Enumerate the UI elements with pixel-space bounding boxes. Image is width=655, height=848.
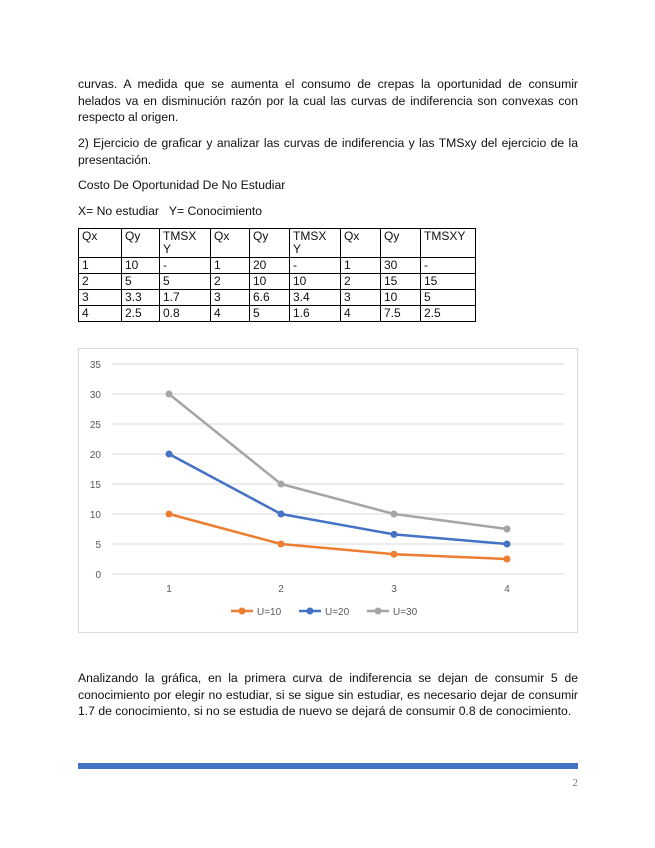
header-tmsxy-3: TMSXY <box>421 229 476 258</box>
data-point <box>166 511 173 518</box>
x-tick-label: 3 <box>391 584 397 595</box>
data-point <box>504 556 511 563</box>
legend-label: U=10 <box>257 607 282 618</box>
table-cell: 2 <box>79 274 122 290</box>
table-cell: - <box>290 258 341 274</box>
table-cell: 1.7 <box>160 290 211 306</box>
paragraph-exercise: 2) Ejercicio de graficar y analizar las curvas de indiferencia y las TMSxy del ejercicio de la presentación. <box>78 136 578 167</box>
header-qx-1: Qx <box>79 229 122 258</box>
x-tick-label: 1 <box>166 584 172 595</box>
table-cell: 3.3 <box>122 290 160 306</box>
table-cell: 10 <box>122 258 160 274</box>
table-cell: 5 <box>421 290 476 306</box>
table-cell: 2.5 <box>122 306 160 322</box>
table-cell: 3 <box>341 290 381 306</box>
legend-marker <box>239 608 246 615</box>
y-tick-label: 10 <box>89 510 101 521</box>
table-cell: 1.6 <box>290 306 341 322</box>
table-cell: 2 <box>211 274 250 290</box>
x-tick-label: 4 <box>504 584 510 595</box>
table-cell: 10 <box>250 274 290 290</box>
y-tick-label: 15 <box>89 480 101 491</box>
data-point <box>391 511 398 518</box>
y-tick-label: 0 <box>95 570 101 581</box>
table-row <box>79 306 476 322</box>
table-cell: 7.5 <box>381 306 421 322</box>
footer-rule <box>78 763 578 769</box>
data-point <box>504 541 511 548</box>
x-tick-label: 2 <box>278 584 284 595</box>
table-cell: 5 <box>122 274 160 290</box>
table-cell: 20 <box>250 258 290 274</box>
chart-svg <box>79 349 579 634</box>
table-cell: 2 <box>341 274 381 290</box>
header-qx-3: Qx <box>341 229 381 258</box>
table-cell: 1 <box>211 258 250 274</box>
table-cell: 3 <box>211 290 250 306</box>
data-point <box>278 481 285 488</box>
table-cell: 2.5 <box>421 306 476 322</box>
header-tmsxy-2: TMSX Y <box>290 229 341 258</box>
table-cell: - <box>160 258 211 274</box>
data-point <box>504 526 511 533</box>
table-cell: 3 <box>79 290 122 306</box>
table-cell: 0.8 <box>160 306 211 322</box>
subtitle-opportunity-cost: Costo De Oportunidad De No Estudiar <box>78 178 286 192</box>
data-point <box>391 531 398 538</box>
y-tick-label: 5 <box>95 540 101 551</box>
data-point <box>166 451 173 458</box>
table-cell: 3.4 <box>290 290 341 306</box>
series-line <box>169 394 507 529</box>
indifference-table <box>78 228 476 322</box>
table-cell: 10 <box>381 290 421 306</box>
table-row <box>79 274 476 290</box>
table-cell: 4 <box>211 306 250 322</box>
data-point <box>278 511 285 518</box>
y-tick-label: 35 <box>89 360 101 371</box>
y-tick-label: 25 <box>89 420 101 431</box>
table-cell: 10 <box>290 274 341 290</box>
paragraph-convexity: curvas. A medida que se aumenta el consumo de crepas la oportunidad de consumir helados va en disminución razón por la cual las curvas de indiferencia son convexas con respecto al origen. <box>78 77 578 124</box>
table-cell: 30 <box>381 258 421 274</box>
table-cell: 6.6 <box>250 290 290 306</box>
legend-marker <box>375 608 382 615</box>
table-cell: 5 <box>250 306 290 322</box>
header-qy-3: Qy <box>381 229 421 258</box>
table-cell: 15 <box>381 274 421 290</box>
header-qx-2: Qx <box>211 229 250 258</box>
table-header-row <box>79 229 476 258</box>
header-tmsxy-1: TMSX Y <box>160 229 211 258</box>
variables-definition: X= No estudiar Y= Conocimiento <box>78 204 263 218</box>
page-number: 2 <box>572 777 578 789</box>
data-point <box>278 541 285 548</box>
table-cell: 15 <box>421 274 476 290</box>
indifference-chart <box>78 348 578 633</box>
legend-label: U=20 <box>325 607 350 618</box>
header-qy-2: Qy <box>250 229 290 258</box>
legend-marker <box>307 608 314 615</box>
table-cell: - <box>421 258 476 274</box>
y-tick-label: 30 <box>89 390 101 401</box>
table-row <box>79 258 476 274</box>
table-cell: 4 <box>341 306 381 322</box>
table-row <box>79 290 476 306</box>
legend-label: U=30 <box>393 607 418 618</box>
table-cell: 1 <box>79 258 122 274</box>
data-point <box>391 551 398 558</box>
table-cell: 4 <box>79 306 122 322</box>
series-line <box>169 514 507 559</box>
data-point <box>166 391 173 398</box>
y-tick-label: 20 <box>89 450 101 461</box>
table-cell: 5 <box>160 274 211 290</box>
table-cell: 1 <box>341 258 381 274</box>
header-qy-1: Qy <box>122 229 160 258</box>
paragraph-analysis: Analizando la gráfica, en la primera curva de indiferencia se dejan de consumir 5 de conocimiento por elegir no estudiar, si se sigue sin estudiar, es necesario dejar de consumir 1.7 de conocimiento, si no se estudia de nuevo se dejará de consumir 0.8 de conocimiento. <box>78 671 578 718</box>
